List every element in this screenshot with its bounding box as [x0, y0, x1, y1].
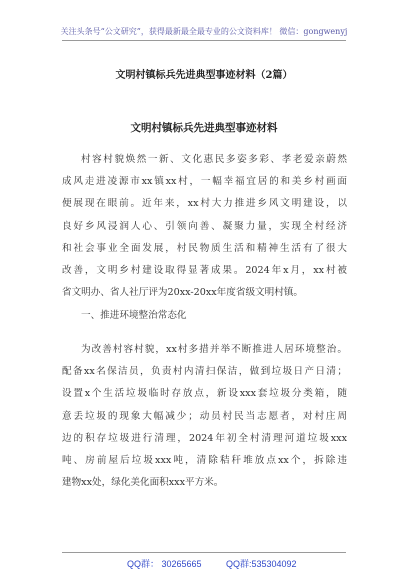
paragraph-line: 村容村貌焕然一新、文化惠民多姿多彩、孝老爱亲蔚然 [81, 154, 347, 165]
section-title: 文明村镇标兵先进典型事迹材料 [130, 122, 278, 134]
paragraph-1 [62, 149, 347, 304]
paragraph-2 [62, 339, 347, 494]
paragraph-line: 良好乡风浸润人心、引领向善、凝聚力量，实现全村经济 [62, 220, 347, 232]
paragraph-line: 边的积存垃圾进行清理，2024年初全村清理河道垃圾xxx [62, 432, 347, 444]
header-divider [62, 40, 346, 41]
page-footer [0, 557, 408, 571]
paragraph-line: 意丢垃圾的现象大幅减少；动员村民当志愿者，对村庄周 [62, 410, 347, 422]
document-title: 文明村镇标兵先进典型事迹材料（2篇） [115, 70, 293, 81]
footer-qq-group-1: QQ群： 30265665 [127, 559, 202, 569]
page-header [0, 0, 408, 44]
paragraph-line: 吨、房前屋后垃圾xxx吨，清除秸秆堆放点xx个，拆除违 [62, 454, 347, 466]
paragraph-line: 建物xx处，绿化美化面积xxx平方米。 [62, 477, 224, 489]
paragraph-line: 改善，文明乡村建设取得显著成果。2024年x月，xx村被 [62, 264, 347, 276]
paragraph-line: 配备xx名保洁员，负责村内清扫保洁，做到垃圾日产日清； [62, 366, 347, 378]
subheading-environment: 一、推进环境整治常态化 [81, 310, 187, 321]
paragraph-line: 便展现在眼前。近年来，xx村大力推进乡风文明建设，以 [62, 198, 347, 210]
paragraph-line: 和社会事业全面发展，村民物质生活和精神生活有了很大 [62, 242, 347, 254]
paragraph-line: 省文明办、省人社厅评为20xx-20xx年度省级文明村镇。 [62, 287, 304, 299]
footer-qq-group-2: QQ群:535304092 [226, 559, 297, 569]
footer-divider [62, 552, 346, 553]
paragraph-line: 为改善村容村貌，xx村多措并举不断推进人居环境整治。 [81, 344, 347, 355]
paragraph-line: 设置x个生活垃圾临时存放点，新设xxx套垃圾分类箱，随 [62, 388, 347, 400]
header-promo-text: 关注头条号“公文研究”，获得最新最全最专业的公文资料库！ 微信：gongwenyj [60, 27, 348, 36]
paragraph-line: 成风走进凌源市xx镇xx村，一幅幸福宜居的和美乡村画面 [62, 176, 347, 188]
